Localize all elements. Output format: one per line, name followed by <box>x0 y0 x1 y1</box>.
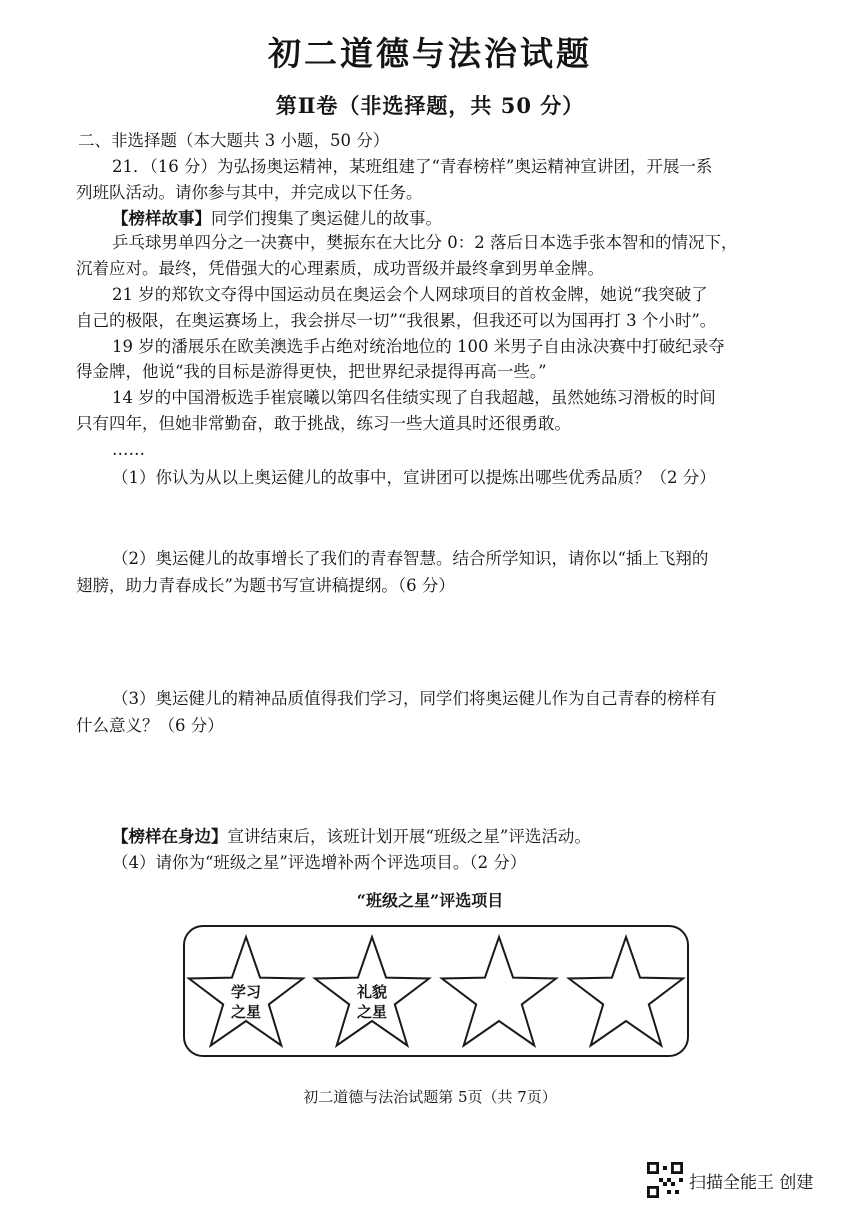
question-4: （4）请你为“班级之星”评选增补两个评选项目。（2 分） <box>112 853 527 872</box>
qr-code-icon <box>647 1162 683 1198</box>
question-1: （1）你认为从以上奥运健儿的故事中，宣讲团可以提炼出哪些优秀品质？（2 分） <box>112 468 716 487</box>
story-para-2-line-2: 自己的极限，在奥运赛场上，我会拼尽一切”“我很累，但我还可以为国再打 3 个小时”。 <box>76 311 717 330</box>
nearby-heading <box>112 827 591 847</box>
story-tag: 【榜样故事】 <box>112 209 211 228</box>
star-2-label-2: 之星 <box>356 1003 388 1021</box>
q21-intro-line-2: 列班队活动。请你参与其中，并完成以下任务。 <box>76 183 423 202</box>
nearby-tag: 【榜样在身边】 <box>112 827 228 846</box>
question-2-line-2: 翅膀，助力青春成长”为题书写宣讲稿提纲。（6 分） <box>76 576 455 595</box>
star-1-label-2: 之星 <box>230 1003 262 1021</box>
story-para-3-line-2: 得金牌，他说“我的目标是游得更快，把世界纪录提得再高一些。” <box>76 362 547 381</box>
stars-row <box>183 925 689 1057</box>
question-2-line-1: （2）奥运健儿的故事增长了我们的青春智慧。结合所学知识，请你以“插上飞翔的 <box>112 549 709 568</box>
watermark <box>647 1162 813 1198</box>
nearby-text: 宣讲结束后，该班计划开展“班级之星”评选活动。 <box>227 827 591 846</box>
watermark-text: 扫描全能王 创建 <box>689 1172 814 1193</box>
star-1-label-1: 学习 <box>230 983 262 1001</box>
story-para-3-line-1: 19 岁的潘展乐在欧美澳选手占绝对统治地位的 100 米男子自由泳决赛中打破纪录夺 <box>112 337 725 356</box>
ellipsis: …… <box>112 440 145 459</box>
section-subtitle: 第Ⅱ卷（非选择题，共 50 分） <box>275 93 585 118</box>
question-3-line-1: （3）奥运健儿的精神品质值得我们学习，同学们将奥运健儿作为自己青春的榜样有 <box>112 689 717 708</box>
question-3-line-2: 什么意义？（6 分） <box>76 716 224 735</box>
story-heading <box>112 209 442 229</box>
star-2-label-1: 礼貌 <box>356 983 388 1001</box>
story-para-4-line-2: 只有四年，但她非常勤奋，敢于挑战，练习一些大道具时还很勇敢。 <box>76 414 571 433</box>
star-3-shape <box>442 937 556 1046</box>
story-para-1-line-1: 乒乓球男单四分之一决赛中，樊振东在大比分 0：2 落后日本选手张本智和的情况下， <box>112 233 738 252</box>
stars-title: “班级之星”评选项目 <box>356 891 504 910</box>
page-title: 初二道德与法治试题 <box>268 34 592 73</box>
section-heading: 二、非选择题（本大题共 3 小题，50 分） <box>78 131 390 150</box>
page-footer: 初二道德与法治试题第 5页（共 7页） <box>303 1088 557 1106</box>
story-para-2-line-1: 21 岁的郑钦文夺得中国运动员在奥运会个人网球项目的首枚金牌，她说“我突破了 <box>112 285 708 304</box>
story-para-4-line-1: 14 岁的中国滑板选手崔宸曦以第四名佳绩实现了自我超越，虽然她练习滑板的时间 <box>112 388 716 407</box>
story-para-1-line-2: 沉着应对。最终，凭借强大的心理素质，成功晋级并最终拿到男单金牌。 <box>76 259 604 278</box>
q21-intro-line-1: 21．（16 分）为弘扬奥运精神，某班组建了“青春榜样”奥运精神宣讲团，开展一系 <box>112 157 713 176</box>
star-4-shape <box>569 937 683 1046</box>
story-intro: 同学们搜集了奥运健儿的故事。 <box>211 209 442 228</box>
